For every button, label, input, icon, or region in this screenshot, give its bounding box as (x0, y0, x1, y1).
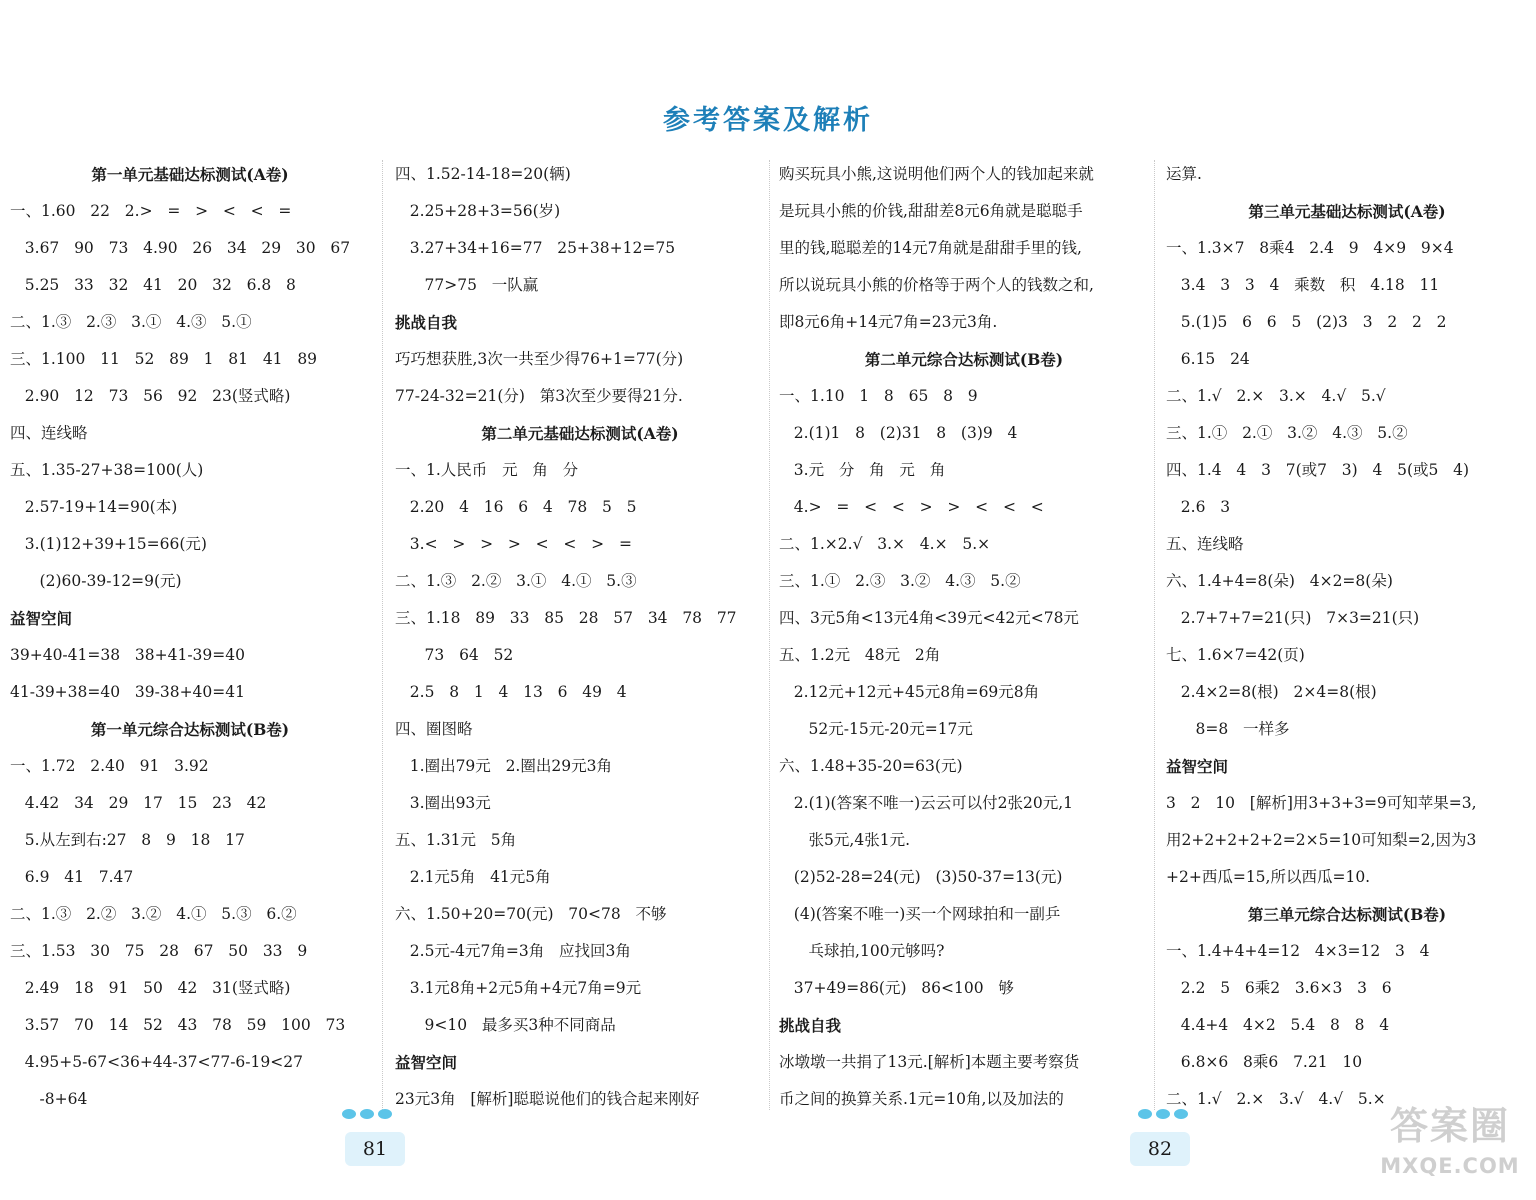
answer-line: 五、连线略 (1166, 535, 1244, 553)
answer-line: 四、1.4 4 3 7(或7 3) 4 5(或5 4) (1166, 461, 1470, 479)
answer-line: 一、1.72 2.40 91 3.92 (10, 757, 209, 775)
answer-line: 运算. (1166, 165, 1202, 183)
answer-line: 5.(1)5 6 6 5 (2)3 3 2 2 2 (1166, 313, 1447, 331)
answer-line: 六、1.4+4=8(朵) 4×2=8(朵) (1166, 572, 1393, 590)
answer-line: -8+64 (10, 1090, 88, 1108)
watermark-text: 答案圈 (1389, 1104, 1510, 1148)
answer-line: 一、1.10 1 8 65 8 9 (779, 387, 978, 405)
answer-line: 2.6 3 (1166, 498, 1231, 516)
answer-line: 37+49=86(元) 86<100 够 (779, 979, 1014, 997)
answer-line: 张5元,4张1元. (779, 831, 911, 849)
answer-line: 四、连线略 (10, 424, 88, 442)
answer-line: 益智空间 (10, 609, 73, 628)
answer-line: 一、1.人民币 元 角 分 (395, 461, 579, 479)
answer-line: 一、1.3×7 8乘4 2.4 9 4×9 9×4 (1166, 239, 1454, 257)
section-heading: 第一单元基础达标测试(A卷) (91, 165, 289, 184)
answer-line: 3.67 90 73 4.90 26 34 29 30 67 (10, 239, 351, 257)
answer-line: 乓球拍,100元够吗? (779, 942, 945, 960)
answer-line: 9<10 最多买3种不同商品 (395, 1016, 616, 1034)
answer-line: 购买玩具小熊,这说明他们两个人的钱加起来就 (779, 165, 1094, 183)
watermark-logo (1370, 1100, 1530, 1195)
answer-line: 2.4×2=8(根) 2×4=8(根) (1166, 683, 1377, 701)
answer-line: 4.95+5-67<36+44-37<77-6-19<27 (10, 1053, 303, 1071)
answer-line: 即8元6角+14元7角=23元3角. (779, 313, 998, 331)
answer-line: 七、1.6×7=42(页) (1166, 646, 1305, 664)
answer-line: 二、1.√ 2.× 3.√ 4.√ 5.× (1166, 1090, 1386, 1108)
answer-line: 益智空间 (395, 1053, 458, 1072)
answer-line: 挑战自我 (395, 313, 458, 332)
answer-line: 2.5 8 1 4 13 6 49 4 (395, 683, 627, 701)
answer-line: 三、1.① 2.① 3.② 4.③ 5.② (1166, 424, 1408, 442)
answer-line: 6.9 41 7.47 (10, 868, 134, 886)
answer-line: 六、1.48+35-20=63(元) (779, 757, 963, 775)
answer-line: 2.5元-4元7角=3角 应找回3角 (395, 942, 631, 960)
answer-line: 4.> = < < > > < < < (779, 498, 1044, 516)
answer-line: 二、1.√ 2.× 3.× 4.√ 5.√ (1166, 387, 1386, 405)
answer-line: 三、1.18 89 33 85 28 57 34 78 77 (395, 609, 737, 627)
answer-line: 二、1.×2.√ 3.× 4.× 5.× (779, 535, 991, 553)
answer-line: 3.< > > > < < > = (395, 535, 632, 553)
answer-line: 用2+2+2+2+2=2×5=10可知梨=2,因为3 (1166, 831, 1477, 849)
answer-line: 3.1元8角+2元5角+4元7角=9元 (395, 979, 642, 997)
column-divider (382, 160, 383, 1110)
answer-line: 一、1.60 22 2.> = > < < = (10, 202, 292, 220)
answer-line: 冰墩墩一共捐了13元.[解析]本题主要考察货 (779, 1053, 1080, 1071)
answer-line: 二、1.③ 2.③ 3.① 4.③ 5.① (10, 313, 252, 331)
answer-line: (2)60-39-12=9(元) (10, 572, 182, 590)
answer-line: 里的钱,聪聪差的14元7角就是甜甜手里的钱, (779, 239, 1082, 257)
answer-line: 2.(1)(答案不唯一)云云可以付2张20元,1 (779, 794, 1073, 812)
section-heading: 第一单元综合达标测试(B卷) (90, 720, 290, 739)
section-heading: 第二单元基础达标测试(A卷) (481, 424, 679, 443)
answer-line: 2.20 4 16 6 4 78 5 5 (395, 498, 637, 516)
answer-line: 1.圈出79元 2.圈出29元3角 (395, 757, 612, 775)
answer-line: 8=8 一样多 (1166, 720, 1290, 738)
answer-line: 3.圈出93元 (395, 794, 491, 812)
answer-line: (2)52-28=24(元) (3)50-37=13(元) (779, 868, 1063, 886)
answer-column-1 (10, 156, 370, 1118)
answer-line: 2.57-19+14=90(本) (10, 498, 178, 516)
answer-line: 5.25 33 32 41 20 32 6.8 8 (10, 276, 296, 294)
section-heading: 第三单元基础达标测试(A卷) (1248, 202, 1446, 221)
answer-line: (4)(答案不唯一)买一个网球拍和一副乒 (779, 905, 1061, 923)
answer-line: 三、1.100 11 52 89 1 81 41 89 (10, 350, 318, 368)
answer-line: 52元-15元-20元=17元 (779, 720, 973, 738)
answer-line: 2.(1)1 8 (2)31 8 (3)9 4 (779, 424, 1018, 442)
column-divider (1154, 160, 1155, 1110)
answer-line: 3.57 70 14 52 43 78 59 100 73 (10, 1016, 346, 1034)
answer-column-4 (1166, 156, 1528, 1118)
answer-line: 4.4+4 4×2 5.4 8 8 4 (1166, 1016, 1390, 1034)
answer-line: 五、1.2元 48元 2角 (779, 646, 941, 664)
answer-line: 3.27+34+16=77 25+38+12=75 (395, 239, 676, 257)
answer-line: 3.(1)12+39+15=66(元) (10, 535, 207, 553)
answer-line: 六、1.50+20=70(元) 70<78 不够 (395, 905, 667, 923)
cloud-decoration-icon (1136, 1104, 1190, 1120)
answer-line: 39+40-41=38 38+41-39=40 (10, 646, 245, 664)
answer-line: 2.49 18 91 50 42 31(竖式略) (10, 979, 291, 997)
answer-line: 是玩具小熊的价钱,甜甜差8元6角就是聪聪手 (779, 202, 1083, 220)
answer-line: 五、1.35-27+38=100(人) (10, 461, 204, 479)
answer-line: 所以说玩具小熊的价格等于两个人的钱数之和, (779, 276, 1094, 294)
cloud-decoration-icon (340, 1104, 394, 1120)
answer-line: +2+西瓜=15,所以西瓜=10. (1166, 868, 1371, 886)
answer-line: 三、1.53 30 75 28 67 50 33 9 (10, 942, 308, 960)
page-number-left: 81 (345, 1132, 405, 1166)
answer-line: 巧巧想获胜,3次一共至少得76+1=77(分) (395, 350, 684, 368)
answer-line: 四、3元5角<13元4角<39元<42元<78元 (779, 609, 1079, 627)
answer-line: 2.7+7+7=21(只) 7×3=21(只) (1166, 609, 1420, 627)
answer-line: 2.25+28+3=56(岁) (395, 202, 561, 220)
answer-line: 77-24-32=21(分) 第3次至少要得21分. (395, 387, 683, 405)
answer-line: 73 64 52 (395, 646, 514, 664)
answer-line: 2.1元5角 41元5角 (395, 868, 551, 886)
answer-line: 3 2 10 [解析]用3+3+3=9可知苹果=3, (1166, 794, 1477, 812)
answer-line: 一、1.4+4+4=12 4×3=12 3 4 (1166, 942, 1430, 960)
answer-column-3 (779, 156, 1149, 1118)
page-title: 参考答案及解析 (663, 105, 873, 136)
answer-line: 2.90 12 73 56 92 23(竖式略) (10, 387, 291, 405)
answer-line: 益智空间 (1166, 757, 1229, 776)
answer-line: 2.2 5 6乘2 3.6×3 3 6 (1166, 979, 1392, 997)
column-divider (769, 160, 770, 1110)
answer-line: 77>75 一队赢 (395, 276, 539, 294)
answer-line: 二、1.③ 2.② 3.① 4.① 5.③ (395, 572, 637, 590)
watermark-url: MXQE.COM (1380, 1154, 1520, 1178)
section-heading: 第三单元综合达标测试(B卷) (1247, 905, 1447, 924)
answer-line: 5.从左到右:27 8 9 18 17 (10, 831, 245, 849)
answer-line: 3.元 分 角 元 角 (779, 461, 946, 479)
answer-line: 4.42 34 29 17 15 23 42 (10, 794, 267, 812)
answer-column-2 (395, 156, 765, 1118)
answer-line: 41-39+38=40 39-38+40=41 (10, 683, 245, 701)
answer-line: 6.8×6 8乘6 7.21 10 (1166, 1053, 1363, 1071)
answer-line: 三、1.① 2.③ 3.② 4.③ 5.② (779, 572, 1021, 590)
answer-line: 四、圈图略 (395, 720, 473, 738)
answer-line: 挑战自我 (779, 1016, 842, 1035)
section-heading: 第二单元综合达标测试(B卷) (864, 350, 1064, 369)
answer-line: 五、1.31元 5角 (395, 831, 517, 849)
answer-line: 3.4 3 3 4 乘数 积 4.18 11 (1166, 276, 1440, 294)
answer-line: 2.12元+12元+45元8角=69元8角 (779, 683, 1040, 701)
answer-line: 币之间的换算关系.1元=10角,以及加法的 (779, 1090, 1064, 1108)
answer-line: 二、1.③ 2.② 3.② 4.① 5.③ 6.② (10, 905, 297, 923)
answer-line: 23元3角 [解析]聪聪说他们的钱合起来刚好 (395, 1090, 700, 1108)
answer-line: 四、1.52-14-18=20(辆) (395, 165, 571, 183)
answer-line: 6.15 24 (1166, 350, 1250, 368)
page-number-right: 82 (1130, 1132, 1190, 1166)
